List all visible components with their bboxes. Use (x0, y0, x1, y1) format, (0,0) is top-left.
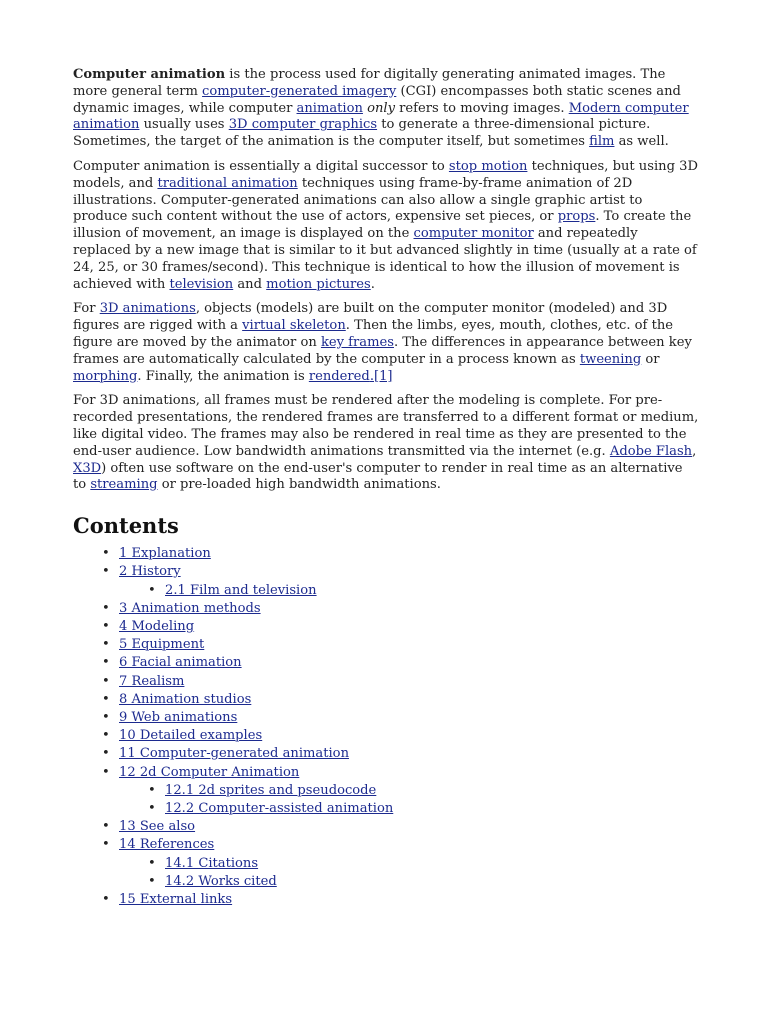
text-run: and (233, 276, 267, 292)
link-film[interactable]: film (589, 134, 615, 150)
toc-link-facial-animation[interactable]: 6 Facial animation (119, 655, 242, 671)
link-animation[interactable]: animation (296, 100, 363, 116)
toc-link-realism[interactable]: 7 Realism (119, 673, 185, 689)
link-modern-computer-animation[interactable]: Modern computer animation (73, 100, 689, 133)
toc-item (119, 727, 699, 745)
toc-item (119, 691, 699, 709)
toc-item (119, 600, 699, 618)
text-run: techniques, but using 3D models, and (73, 158, 698, 191)
text-run: , (692, 443, 697, 459)
text-run: (CGI) encompasses both static scenes and dynamic images, while computer (73, 83, 681, 116)
toc-item (119, 836, 699, 891)
toc-link-film-and-television[interactable]: 2.1 Film and television (165, 582, 317, 598)
toc-item (119, 563, 699, 599)
toc-subitem (165, 782, 699, 800)
toc-link-citations[interactable]: 14.1 Citations (165, 855, 259, 871)
text-run: , objects (models) are built on the computer monitor (modeled) and 3D figures are rigged with a (73, 301, 668, 334)
link-stop-motion[interactable]: stop motion (448, 158, 528, 174)
intro-paragraph-3 (73, 301, 699, 385)
toc-subitem (165, 800, 699, 818)
text-run: For 3D animations, all frames must be rendered after the modeling is complete. For pre-recorded presentations, the rendered frames are transferred to a different format or medium, like digital video. The frames may also be rendered in real time as they are presented to the end-user audience. Low bandwidth animations transmitted via the internet (e.g. (73, 393, 699, 459)
toc-sublist (119, 855, 699, 891)
toc-link-computer-assisted-animation[interactable]: 12.2 Computer-assisted animation (165, 800, 394, 816)
toc-link-animation-studios[interactable]: 8 Animation studios (119, 691, 252, 707)
link-traditional-animation[interactable]: traditional animation (157, 175, 298, 191)
toc-item (119, 764, 699, 819)
link-tweening[interactable]: tweening (579, 351, 642, 367)
intro-paragraph-1 (73, 67, 699, 151)
toc-sublist (119, 782, 699, 818)
toc-link-2d-sprites-and-pseudocode[interactable]: 12.1 2d sprites and pseudocode (165, 782, 377, 798)
link-adobe-flash[interactable]: Adobe Flash (609, 443, 693, 459)
toc-item (119, 745, 699, 763)
text-run: techniques using frame-by-frame animation of 2D illustrations. Computer-generated animations can also allow a single graphic artist to produce such content without the use of actors, expensive set pieces, or (73, 175, 643, 225)
text-run: . Then the limbs, eyes, mouth, clothes, etc. of the figure are moved by the animator on (73, 318, 674, 350)
toc-subitem (165, 855, 699, 873)
toc-item (119, 709, 699, 727)
intro-paragraph-2 (73, 159, 699, 293)
text-run: or pre-loaded high bandwidth animations. (157, 477, 441, 493)
toc-subitem (165, 582, 699, 600)
citation-link-1[interactable]: .[1] (369, 368, 393, 384)
toc-sublist (119, 582, 699, 600)
toc-link-explanation[interactable]: 1 Explanation (119, 546, 211, 562)
toc-item (119, 636, 699, 654)
link-props[interactable]: props (557, 209, 596, 225)
text-run: is the process used for digitally generating animated images. The more general term (73, 67, 666, 99)
text-run: or (641, 351, 660, 367)
toc-link-equipment[interactable]: 5 Equipment (119, 637, 205, 653)
toc-link-animation-methods[interactable]: 3 Animation methods (119, 600, 261, 616)
toc-link-web-animations[interactable]: 9 Web animations (119, 709, 238, 725)
toc-link-external-links[interactable]: 15 External links (119, 891, 233, 907)
text-run: . To create the illusion of movement, an image is displayed on the (73, 209, 692, 242)
toc-link-detailed-examples[interactable]: 10 Detailed examples (119, 728, 263, 744)
toc-link-2d-computer-animation[interactable]: 12 2d Computer Animation (119, 764, 300, 780)
toc-link-references[interactable]: 14 References (119, 837, 215, 853)
link-computer-monitor[interactable]: computer monitor (413, 226, 534, 242)
toc-item (119, 891, 699, 909)
toc-link-history[interactable]: 2 History (119, 564, 181, 580)
toc-item (119, 818, 699, 836)
text-run: as well. (614, 134, 669, 150)
toc-link-works-cited[interactable]: 14.2 Works cited (165, 873, 277, 889)
text-run: to generate a three-dimensional picture. Sometimes, the target of the animation is the computer itself, but sometimes (73, 117, 651, 150)
toc-link-computer-generated-animation[interactable]: 11 Computer-generated animation (119, 746, 349, 762)
link-3d-computer-graphics[interactable]: 3D computer graphics (228, 117, 378, 133)
toc-link-see-also[interactable]: 13 See also (119, 819, 196, 835)
toc-link-modeling[interactable]: 4 Modeling (119, 618, 195, 634)
text-run: ) often use software on the end-user's computer to render in real time as an alternative to (73, 460, 683, 493)
toc-item (119, 673, 699, 691)
link-3d-animations[interactable]: 3D animations (99, 301, 196, 317)
emphasis-only: only (367, 100, 396, 116)
table-of-contents (73, 545, 699, 909)
article-body (73, 67, 699, 909)
text-run: refers to moving images. (395, 100, 569, 116)
toc-item (119, 545, 699, 563)
link-rendered[interactable]: rendered (308, 368, 370, 384)
link-streaming[interactable]: streaming (90, 477, 158, 493)
text-run: usually uses (139, 117, 229, 133)
link-television[interactable]: television (169, 276, 234, 292)
link-morphing[interactable]: morphing (73, 368, 138, 384)
toc-item (119, 654, 699, 672)
text-run: and repeatedly replaced by a new image that is similar to it but advanced slightly in time (usually at a rate of 24, 25, or 30 frames/second). This technique is identical to how the illusion of movement is achieved with (73, 226, 697, 292)
link-virtual-skeleton[interactable]: virtual skeleton (242, 318, 346, 334)
toc-item (119, 618, 699, 636)
article-subject-bold: Computer animation (73, 67, 226, 82)
contents-heading: Contents (73, 513, 179, 539)
text-run: . The differences in appearance between key frames are automatically calculated by the computer in a process known as (73, 334, 692, 367)
link-key-frames[interactable]: key frames (320, 334, 394, 350)
link-computer-generated-imagery[interactable]: computer-generated imagery (202, 83, 397, 99)
link-motion-pictures[interactable]: motion pictures (266, 276, 371, 292)
text-run: . (370, 276, 375, 292)
link-x3d[interactable]: X3D (73, 460, 102, 476)
text-run: . Finally, the animation is (137, 368, 309, 384)
intro-paragraph-4 (73, 393, 699, 494)
text-run: Computer animation is essentially a digital successor to (73, 158, 449, 174)
text-run: For (73, 301, 100, 317)
toc-subitem (165, 873, 699, 891)
